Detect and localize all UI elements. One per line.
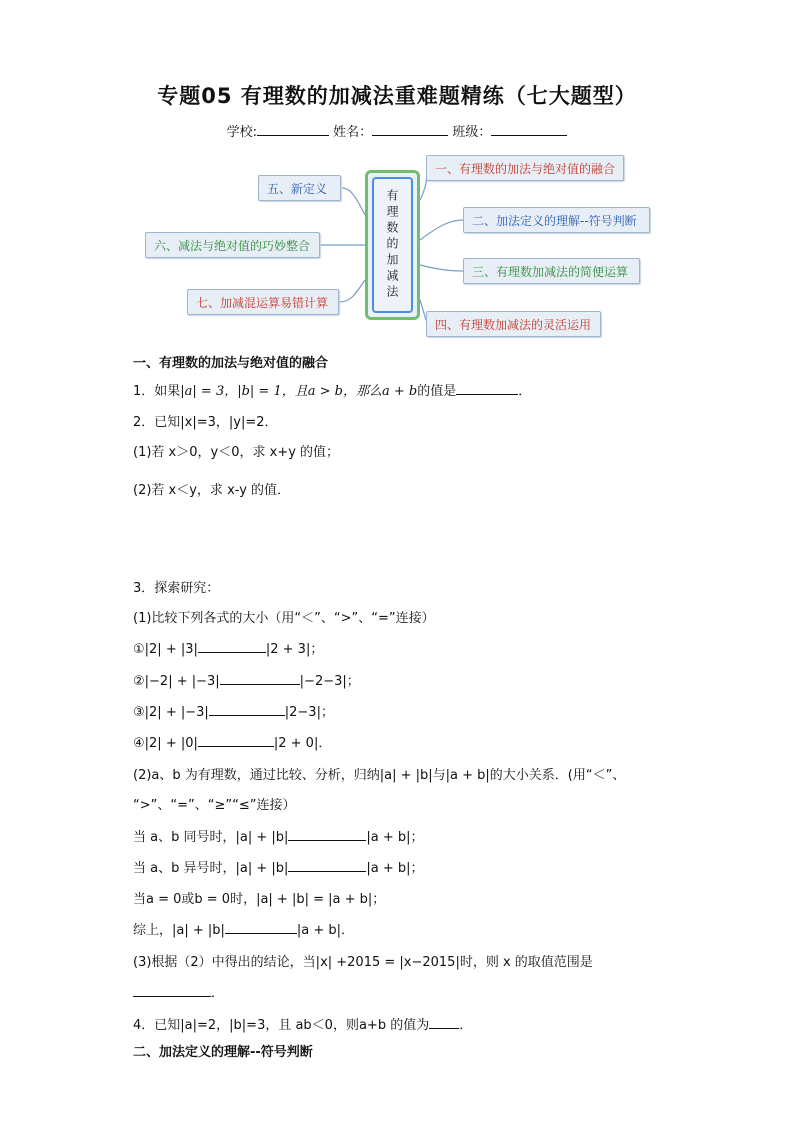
- question-2-stem: 2．已知|x|=3，|y|=2．: [133, 415, 278, 430]
- q3-r1-right: |2 + 3|；: [265, 642, 324, 657]
- mindmap-node-4: 四、有理数加减法的灵活运用: [426, 311, 601, 337]
- question-3-case-3: 当a = 0或b = 0时，|a| + |b| = |a + b|；: [133, 892, 386, 907]
- connector-2: [420, 220, 464, 240]
- q3-r3-blank[interactable]: [209, 703, 285, 716]
- connector-7: [340, 280, 365, 302]
- name-label: 姓名：: [333, 125, 373, 140]
- question-3-part-2a: (2)a、b 为有理数，通过比较、分析，归纳|a| + |b|与|a + b|的大小关系．(用“＜”、: [133, 768, 626, 783]
- q3-r2-left: ②|−2| + |−3|: [133, 674, 220, 689]
- q3-r4-left: ④|2| + |0|: [133, 736, 198, 751]
- q1-text-b: 的值是: [417, 384, 457, 399]
- mindmap-node-2: 二、加法定义的理解--符号判断: [463, 207, 650, 233]
- q3-r3-right: |2−3|；: [284, 705, 334, 720]
- q3-r3-left: ③|2| + |−3|: [133, 705, 209, 720]
- question-2-part-2: (2)若 x＜y，求 x-y 的值．: [133, 483, 291, 498]
- mindmap-node-6: 六、减法与绝对值的巧妙整合: [145, 232, 320, 258]
- question-3-case-2: [133, 857, 424, 876]
- section-2-heading: 二、加法定义的理解--符号判断: [133, 1045, 313, 1060]
- question-3-row-1: [133, 638, 323, 657]
- q3-c2-left: 当 a、b 异号时，|a| + |b|: [133, 861, 289, 876]
- mindmap-node-5: 五、新定义: [258, 175, 341, 201]
- q3-r4-blank[interactable]: [198, 734, 274, 747]
- q3-c4-blank[interactable]: [225, 921, 297, 934]
- question-2-part-1: (1)若 x＞0，y＜0，求 x+y 的值；: [133, 445, 340, 460]
- mindmap-node-7: 七、加减混运算易错计算: [187, 289, 339, 315]
- section-1-heading: 一、有理数的加法与绝对值的融合: [133, 356, 329, 371]
- question-1: [133, 380, 531, 399]
- q4-text: 4．已知|a|=2，|b|=3，且 ab＜0，则a+b 的值为: [133, 1018, 430, 1033]
- question-3-case-1: [133, 826, 424, 845]
- mindmap-center-label: 有理数的加减法: [385, 189, 399, 301]
- question-4: [133, 1014, 472, 1033]
- connector-5: [342, 188, 365, 215]
- question-3-part-1: (1)比较下列各式的大小（用“＜”、“>”、“=”连接）: [133, 611, 435, 626]
- q3-c1-right: |a + b|；: [366, 830, 424, 845]
- q3-r4-right: |2 + 0|．: [273, 736, 332, 751]
- q3-p3-blank[interactable]: [133, 984, 211, 997]
- question-3-row-4: [133, 732, 331, 751]
- q3-p3-end: ．: [211, 986, 225, 1001]
- question-3-part-3-answer: [133, 982, 224, 1001]
- q3-r2-right: |−2−3|；: [299, 674, 360, 689]
- mindmap-node-3: 三、有理数加减法的简便运算: [463, 258, 640, 284]
- question-3-part-2b: “>”、“=”、“≥”“≤”连接）: [133, 798, 296, 813]
- q3-c1-left: 当 a、b 同号时，|a| + |b|: [133, 830, 289, 845]
- q1-math: |a| = 3，|b| = 1，且a > b，那么a + b: [180, 384, 418, 399]
- mindmap-node-1: 一、有理数的加法与绝对值的融合: [426, 155, 624, 181]
- mindmap-center-box: [365, 170, 420, 320]
- q3-r1-left: ①|2| + |3|: [133, 642, 198, 657]
- q3-c4-left: 综上，|a| + |b|: [133, 923, 225, 938]
- q3-r1-blank[interactable]: [198, 640, 266, 653]
- question-3-part-3: (3)根据（2）中得出的结论，当|x| +2015 = |x−2015|时，则 x 的取值范围是: [133, 955, 593, 970]
- q3-c2-right: |a + b|；: [366, 861, 424, 876]
- q3-r2-blank[interactable]: [220, 672, 300, 685]
- q1-text-a: 1．如果: [133, 384, 181, 399]
- question-3-case-4: [133, 919, 354, 938]
- connector-3: [420, 265, 464, 271]
- q1-answer-blank[interactable]: [456, 382, 518, 395]
- q3-c4-right: |a + b|．: [296, 923, 355, 938]
- class-label: 班级：: [452, 125, 492, 140]
- q1-end: ．: [518, 384, 532, 399]
- q3-c2-blank[interactable]: [288, 859, 366, 872]
- question-3-row-3: [133, 701, 334, 720]
- school-label: 学校:: [226, 125, 258, 140]
- question-3-stem: 3．探索研究：: [133, 581, 220, 596]
- mindmap-center-inner: [372, 177, 413, 313]
- question-3-row-2: [133, 670, 360, 689]
- page-title: 专题05 有理数的加减法重难题精练（七大题型）: [157, 84, 637, 108]
- q4-answer-blank[interactable]: [429, 1016, 459, 1029]
- q4-end: ．: [459, 1018, 473, 1033]
- q3-c1-blank[interactable]: [288, 828, 366, 841]
